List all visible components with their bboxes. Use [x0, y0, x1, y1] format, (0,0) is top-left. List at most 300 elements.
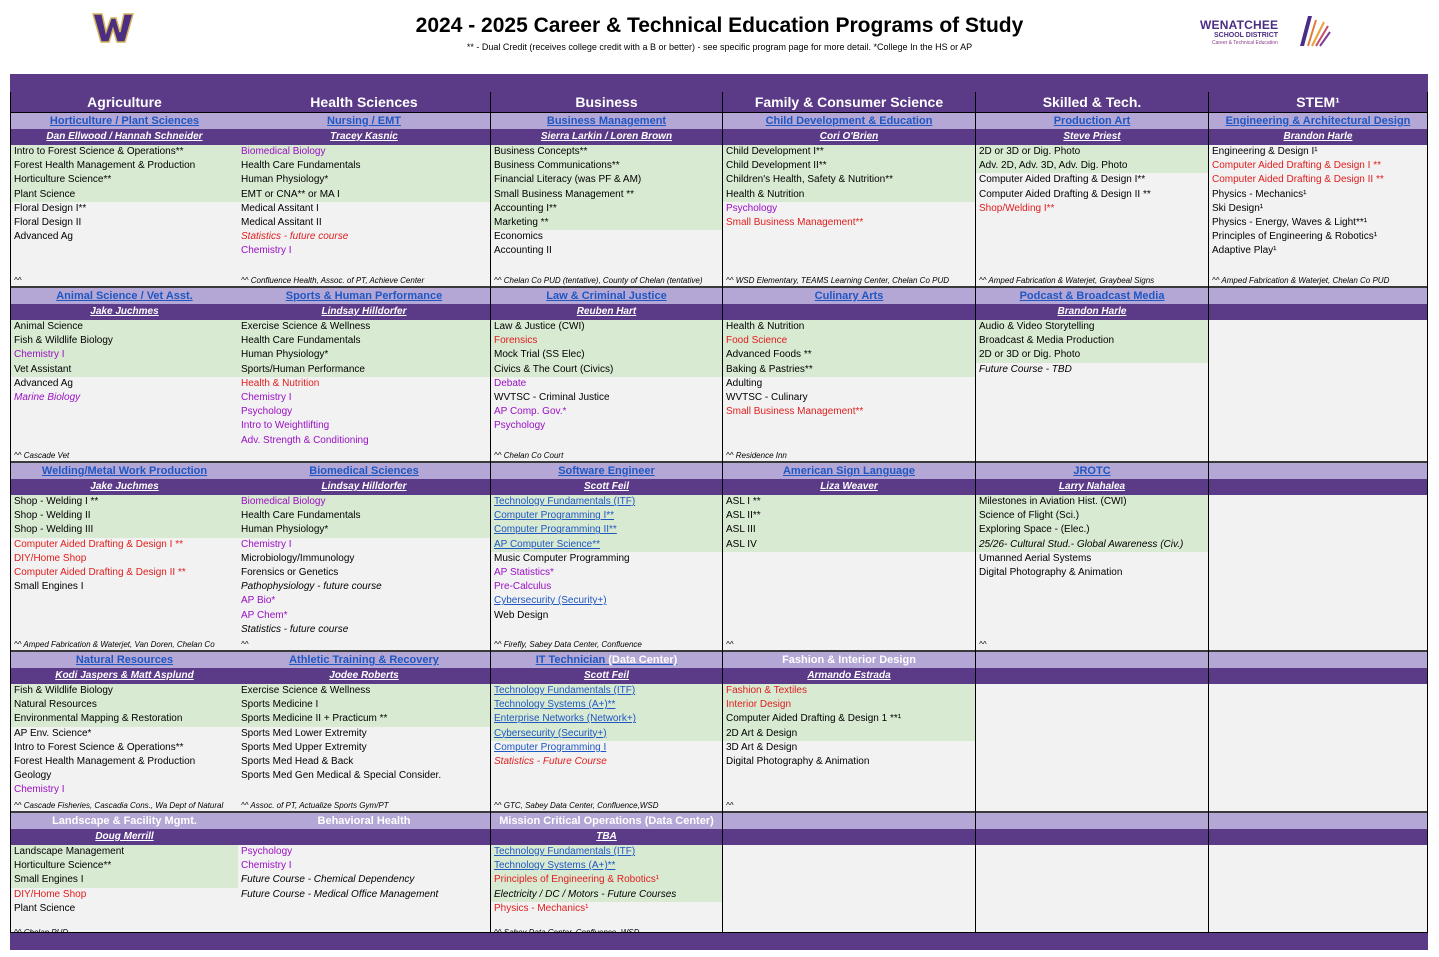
- course-item: Landscape Management: [11, 845, 238, 859]
- course-item: Physics - Energy, Waves & Light**¹: [1212, 216, 1368, 228]
- course-item: EMT or CNA** or MA I: [238, 188, 490, 202]
- course-item: AP Bio*: [241, 595, 276, 607]
- program-block: [1209, 113, 1427, 288]
- course-item: Human Physiology*: [238, 348, 490, 362]
- course-item: AP Statistics*: [494, 566, 554, 578]
- course-item: Computer Aided Drafting & Design II **: [14, 566, 186, 578]
- course-list: [723, 145, 975, 256]
- program-title[interactable]: Software Engineer: [491, 463, 722, 479]
- course-item: Business Communications**: [491, 159, 722, 173]
- teacher-name: [238, 829, 490, 845]
- course-item: Computer Aided Drafting & Design II **: [1212, 174, 1384, 186]
- program-title[interactable]: Biomedical Sciences: [238, 463, 490, 479]
- program-block: [491, 463, 722, 652]
- course-item: Forest Health Management & Production: [14, 755, 196, 767]
- program-block: [491, 288, 722, 463]
- course-list: [976, 495, 1208, 626]
- program-title: [1209, 652, 1427, 668]
- partners-footnote: ^^ Residence Inn: [726, 451, 787, 460]
- teacher-name: Dan Ellwood / Hannah Schneider: [11, 129, 238, 145]
- teacher-name: Steve Priest: [976, 129, 1208, 145]
- program-title[interactable]: American Sign Language: [723, 463, 975, 479]
- teacher-name: Armando Estrada: [723, 668, 975, 684]
- course-list: [976, 845, 1208, 926]
- course-list: [238, 495, 490, 635]
- partners-footnote: ^^ Amped Fabrication & Waterjet, Chelan Co PUD: [1212, 276, 1390, 285]
- program-block: [491, 652, 722, 813]
- course-item: Shop - Welding I **: [11, 495, 238, 509]
- course-list: [491, 495, 722, 626]
- course-item: Chemistry I: [241, 245, 292, 257]
- course-list: [238, 684, 490, 785]
- course-item: Principles of Engineering & Robotics¹: [1212, 231, 1378, 243]
- course-item: Umanned Aerial Systems: [979, 552, 1092, 564]
- course-item: Advanced Ag: [14, 231, 73, 243]
- program-block: [723, 463, 975, 652]
- course-item: Accounting II: [494, 245, 552, 257]
- course-item: Statistics - future course: [241, 623, 349, 635]
- course-item: Vet Assistant: [11, 363, 238, 377]
- course-item: Health Care Fundamentals: [238, 334, 490, 348]
- course-item: Chemistry I: [241, 538, 292, 550]
- course-item: Advanced Foods **: [723, 348, 975, 362]
- course-list: [491, 684, 722, 785]
- program-block: [238, 652, 490, 813]
- course-item: Psychology: [726, 202, 778, 214]
- course-item: Computer Aided Drafting & Design I**: [979, 174, 1146, 186]
- program-title[interactable]: Child Development & Education: [723, 113, 975, 129]
- course-item: Web Design: [494, 609, 549, 621]
- course-item[interactable]: AP Computer Science**: [491, 538, 722, 552]
- course-item: Chemistry I: [11, 348, 238, 362]
- course-item: Children's Health, Safety & Nutrition**: [723, 173, 975, 187]
- course-item: Psychology: [241, 846, 293, 857]
- program-title[interactable]: JROTC: [976, 463, 1208, 479]
- course-item: Psychology: [241, 406, 293, 418]
- course-item: Exploring Space - (Elec.): [976, 523, 1208, 537]
- course-list: [491, 320, 722, 437]
- course-item: Financial Literacy (was PF & AM): [491, 173, 722, 187]
- course-item: Horticulture Science**: [11, 859, 238, 873]
- program-block: [723, 113, 975, 288]
- course-item[interactable]: Technology Fundamentals (ITF): [491, 684, 722, 698]
- program-title[interactable]: Natural Resources: [11, 652, 238, 668]
- course-item: Exercise Science & Wellness: [238, 320, 490, 334]
- course-list: [238, 145, 490, 256]
- teacher-name: [1209, 304, 1427, 320]
- course-item: Computer Aided Drafting & Design 1 **¹: [723, 712, 975, 726]
- course-item: Physics - Mechanics¹: [1212, 188, 1307, 200]
- teacher-name: Sierra Larkin / Loren Brown: [491, 129, 722, 145]
- course-item: Mock Trial (SS Elec): [491, 348, 722, 362]
- course-list: [491, 845, 722, 926]
- course-item[interactable]: Enterprise Networks (Network+): [491, 712, 722, 726]
- column-header: Skilled & Tech.: [976, 92, 1208, 113]
- partners-footnote: ^^ Amped Fabrication & Waterjet, Van Doren, Chelan Co: [14, 640, 215, 649]
- course-item: Interior Design: [723, 698, 975, 712]
- teacher-name: [1209, 479, 1427, 495]
- program-title[interactable]: Business Management: [491, 113, 722, 129]
- course-item[interactable]: Cybersecurity (Security+): [491, 727, 722, 741]
- teacher-name: Jake Juchmes: [11, 479, 238, 495]
- course-item: Music Computer Programming: [494, 552, 630, 564]
- partners-footnote: ^^ Confluence Health, Assoc. of PT, Achieve Center: [241, 276, 425, 285]
- program-block: [976, 288, 1208, 463]
- program-block: [238, 113, 490, 288]
- course-item: Accounting I**: [491, 202, 722, 216]
- teacher-name: Lindsay Hilldorfer: [238, 479, 490, 495]
- program-title[interactable]: Law & Criminal Justice: [491, 288, 722, 304]
- teacher-name: Jake Juchmes: [11, 304, 238, 320]
- program-title[interactable]: Podcast & Broadcast Media: [976, 288, 1208, 304]
- course-item: Human Physiology*: [238, 173, 490, 187]
- course-item[interactable]: Cybersecurity (Security+): [494, 595, 607, 607]
- course-item: Advanced Ag: [14, 377, 73, 389]
- program-title[interactable]: Athletic Training & Recovery: [238, 652, 490, 668]
- course-item: Geology: [14, 770, 52, 782]
- course-item: Statistics - future course: [241, 231, 349, 243]
- teacher-name: Brandon Harle: [1209, 129, 1427, 145]
- course-item: AP Comp. Gov.*: [494, 406, 567, 418]
- course-item: Sports Med Gen Medical & Special Consider.: [241, 770, 442, 782]
- partners-footnote: ^^: [14, 276, 22, 285]
- course-item: Future Course - TBD: [979, 363, 1072, 375]
- program-block: [723, 652, 975, 813]
- course-item: Psychology: [494, 420, 546, 432]
- program-block: [1209, 288, 1427, 463]
- course-item: Shop - Welding III: [11, 523, 238, 537]
- course-item: Sports/Human Performance: [238, 363, 490, 377]
- course-item: Chemistry I: [241, 860, 292, 872]
- course-list: [11, 495, 238, 626]
- course-item: Adv. 2D, Adv. 3D, Adv. Dig. Photo: [976, 159, 1208, 173]
- course-list: [723, 320, 975, 437]
- course-item: Audio & Video Storytelling: [976, 320, 1208, 334]
- course-item: Shop/Welding I**: [979, 202, 1055, 214]
- course-item: Ski Design¹: [1212, 202, 1264, 214]
- course-item: Forest Health Management & Production: [11, 159, 238, 173]
- course-item[interactable]: Technology Systems (A+)**: [491, 698, 722, 712]
- course-item: Chemistry I: [14, 784, 65, 796]
- course-item: Animal Science: [11, 320, 238, 334]
- course-item: Chemistry I: [241, 391, 292, 403]
- column-1: [238, 92, 491, 949]
- program-title: Fashion & Interior Design: [723, 652, 975, 668]
- partners-footnote: ^^ Chelan Co Court: [494, 451, 564, 460]
- course-item: Forensics: [491, 334, 722, 348]
- course-item: WVTSC - Criminal Justice: [494, 391, 610, 403]
- course-list: [1209, 145, 1427, 256]
- page-subtitle: ** - Dual Credit (receives college credit with a B or better) - see specific program page for more detail. *College In the HS or AP: [466, 42, 973, 52]
- course-item: Health & Nutrition: [241, 377, 320, 389]
- course-item: Plant Science: [11, 188, 238, 202]
- top-band: [10, 74, 1428, 92]
- program-block: [238, 463, 490, 652]
- teacher-name: TBA: [491, 829, 722, 845]
- teacher-name: [723, 829, 975, 845]
- course-item: Health & Nutrition: [723, 320, 975, 334]
- program-title[interactable]: Nursing / EMT: [238, 113, 490, 129]
- teacher-name: [1209, 668, 1427, 684]
- course-item: Computer Aided Drafting & Design II **: [979, 188, 1151, 200]
- course-item: Child Development I**: [723, 145, 975, 159]
- program-title: [1209, 813, 1427, 829]
- course-item: Pathophysiology - future course: [241, 581, 382, 593]
- course-item: Computer Aided Drafting & Design I **: [14, 538, 183, 550]
- course-item: Digital Photography & Animation: [726, 755, 870, 767]
- partners-footnote: ^^ Firefly, Sabey Data Center, Confluence: [494, 640, 642, 649]
- program-block: [491, 813, 722, 940]
- column-2: [491, 92, 723, 949]
- bottom-band: [10, 932, 1428, 950]
- course-item[interactable]: Computer Programming II**: [491, 523, 722, 537]
- course-item[interactable]: Technology Fundamentals (ITF): [491, 495, 722, 509]
- course-item: ASL III: [723, 523, 975, 537]
- course-item: Horticulture Science**: [11, 173, 238, 187]
- course-item: Health Care Fundamentals: [238, 159, 490, 173]
- column-3: [723, 92, 976, 949]
- program-title[interactable]: Horticulture / Plant Sciences: [11, 113, 238, 129]
- course-item: Health & Nutrition: [723, 188, 975, 202]
- partners-footnote: ^^: [726, 640, 734, 649]
- course-item: Computer Aided Drafting & Design I **: [1212, 160, 1381, 172]
- course-item: Marketing **: [491, 216, 722, 230]
- teacher-name: Reuben Hart: [491, 304, 722, 320]
- course-item: Fish & Wildlife Biology: [11, 684, 238, 698]
- program-block: [238, 288, 490, 463]
- program-block: [11, 113, 238, 288]
- column-5: [1209, 92, 1428, 949]
- course-item: Sports Med Head & Back: [241, 755, 354, 767]
- program-block: [491, 113, 722, 288]
- program-block: [11, 652, 238, 813]
- program-title: [1209, 288, 1427, 304]
- teacher-name: Lindsay Hilldorfer: [238, 304, 490, 320]
- teacher-name: Doug Merrill: [11, 829, 238, 845]
- teacher-name: Liza Weaver: [723, 479, 975, 495]
- course-item: Floral Design I**: [14, 202, 87, 214]
- partners-footnote: ^^ Cascade Vet: [14, 451, 70, 460]
- course-list: [11, 845, 238, 926]
- course-item: 3D Art & Design: [726, 741, 798, 753]
- program-title: [1209, 463, 1427, 479]
- program-title[interactable]: Production Art: [976, 113, 1208, 129]
- course-item: Shop - Welding II: [11, 509, 238, 523]
- course-item: Pre-Calculus: [494, 581, 552, 593]
- course-item: Health Care Fundamentals: [238, 509, 490, 523]
- column-header: STEM¹: [1209, 92, 1427, 113]
- partners-footnote: ^^ WSD Elementary, TEAMS Learning Center, Chelan Co PUD: [726, 276, 949, 285]
- program-title[interactable]: Engineering & Architectural Design: [1209, 113, 1427, 129]
- course-list: [1209, 684, 1427, 785]
- course-item: Civics & The Court (Civics): [491, 363, 722, 377]
- partners-footnote: ^^: [726, 801, 734, 810]
- course-item: 2D or 3D or Dig. Photo: [976, 348, 1208, 362]
- course-item: Intro to Forest Science & Operations**: [11, 145, 238, 159]
- program-block: [11, 463, 238, 652]
- program-block: [1209, 463, 1427, 652]
- course-item: DIY/Home Shop: [14, 552, 87, 564]
- program-title[interactable]: Welding/Metal Work Production: [11, 463, 238, 479]
- column-header: Family & Consumer Science: [723, 92, 975, 113]
- course-item: Digital Photography & Animation: [979, 566, 1123, 578]
- program-title[interactable]: IT Technician (Data Center): [491, 652, 722, 668]
- teacher-name: Scott Feil: [491, 479, 722, 495]
- course-item: ASL IV: [723, 538, 975, 552]
- program-title[interactable]: Animal Science / Vet Asst.: [11, 288, 238, 304]
- course-list: [11, 684, 238, 796]
- program-title: Mission Critical Operations (Data Center): [491, 813, 722, 829]
- course-item: Fish & Wildlife Biology: [11, 334, 238, 348]
- course-list: [491, 145, 722, 256]
- course-item: 2D or 3D or Dig. Photo: [976, 145, 1208, 159]
- course-item: Small Engines I: [11, 873, 238, 887]
- course-item[interactable]: Computer Programming I: [494, 741, 607, 753]
- course-list: [976, 320, 1208, 437]
- course-item: Sports Med Lower Extremity: [241, 727, 367, 739]
- course-list: [1209, 495, 1427, 626]
- teacher-name: [976, 668, 1208, 684]
- course-list: [723, 684, 975, 785]
- course-item: 25/26- Cultural Stud.- Global Awareness (Civ.): [976, 538, 1208, 552]
- column-header: Agriculture: [11, 92, 238, 113]
- course-item[interactable]: Computer Programming I**: [491, 509, 722, 523]
- course-list: [1209, 845, 1427, 926]
- course-item: Intro to Forest Science & Operations**: [14, 741, 184, 753]
- course-list: [238, 320, 490, 446]
- course-item: Small Engines I: [14, 581, 84, 593]
- course-item[interactable]: Technology Systems (A+)**: [491, 859, 722, 873]
- course-item: Broadcast & Media Production: [976, 334, 1208, 348]
- course-item: Milestones in Aviation Hist. (CWI): [976, 495, 1208, 509]
- course-item: Environmental Mapping & Restoration: [11, 712, 238, 726]
- course-item: Future Course - Medical Office Management: [241, 888, 439, 900]
- teacher-name: [976, 829, 1208, 845]
- program-title: [723, 813, 975, 829]
- course-item: Sports Med Upper Extremity: [241, 741, 367, 753]
- program-block: [11, 813, 238, 940]
- partners-footnote: ^^ Chelan Co PUD (tentative), County of Chelan (tentative): [494, 276, 703, 285]
- partners-footnote: ^^: [241, 640, 249, 649]
- column-header: Health Sciences: [238, 92, 490, 113]
- course-item: Marine Biology: [14, 391, 81, 403]
- program-block: [976, 813, 1208, 940]
- program-block: [723, 813, 975, 940]
- course-item: Small Business Management **: [491, 188, 722, 202]
- course-item: ASL I **: [723, 495, 975, 509]
- course-item: Child Development II**: [723, 159, 975, 173]
- course-item: Law & Justice (CWI): [491, 320, 722, 334]
- course-item: Food Science: [723, 334, 975, 348]
- course-item: Economics: [494, 231, 543, 243]
- course-list: [976, 684, 1208, 785]
- course-item: ASL II**: [723, 509, 975, 523]
- column-0: [10, 92, 239, 949]
- course-item: AP Env. Science*: [14, 727, 92, 739]
- course-item: WVTSC - Culinary: [726, 391, 808, 403]
- course-item: Statistics - Future Course: [494, 755, 607, 767]
- district-logo: WENATCHEE SCHOOL DISTRICT Career & Technical Education: [1198, 12, 1338, 48]
- teacher-name: [723, 304, 975, 320]
- course-item: Intro to Weightlifting: [241, 420, 330, 432]
- course-item: Sports Medicine I: [238, 698, 490, 712]
- teacher-name: Kodi Jaspers & Matt Asplund: [11, 668, 238, 684]
- teacher-name: Brandon Harle: [976, 304, 1208, 320]
- course-item: Floral Design II: [14, 216, 82, 228]
- course-list: [723, 495, 975, 626]
- page-title: 2024 - 2025 Career & Technical Education Programs of Study: [415, 14, 1024, 37]
- course-item: Electricity / DC / Motors - Future Courses: [491, 888, 722, 902]
- course-item: Business Concepts**: [491, 145, 722, 159]
- course-item: Medical Assitant I: [241, 202, 319, 214]
- program-title: [976, 652, 1208, 668]
- course-item: Physics - Mechanics¹: [494, 902, 589, 914]
- program-block: [1209, 652, 1427, 813]
- course-item[interactable]: Technology Fundamentals (ITF): [491, 845, 722, 859]
- partners-footnote: ^^ Assoc. of PT, Actualize Sports Gym/PT: [241, 801, 389, 810]
- course-item: Small Business Management**: [726, 216, 864, 228]
- course-list: [238, 845, 490, 926]
- course-item: Engineering & Design I¹: [1212, 146, 1318, 157]
- teacher-name: Larry Nahalea: [976, 479, 1208, 495]
- program-block: [11, 288, 238, 463]
- program-title: [976, 813, 1208, 829]
- partners-footnote: ^^: [979, 640, 987, 649]
- column-header: Business: [491, 92, 722, 113]
- program-block: [238, 813, 490, 940]
- course-item: Human Physiology*: [238, 523, 490, 537]
- course-item: Future Course - Chemical Dependency: [241, 874, 415, 886]
- teacher-name: Tracey Kasnic: [238, 129, 490, 145]
- course-item: Small Business Management**: [726, 406, 864, 418]
- program-block: [1209, 813, 1427, 940]
- course-list: [723, 845, 975, 926]
- teacher-name: Jodee Roberts: [238, 668, 490, 684]
- program-block: [976, 113, 1208, 288]
- course-item: Natural Resources: [11, 698, 238, 712]
- course-item: Biomedical Biology: [238, 495, 490, 509]
- course-item: Principles of Engineering & Robotics¹: [491, 873, 722, 887]
- course-list: [11, 320, 238, 437]
- course-item: Microbiology/Immunology: [241, 552, 355, 564]
- program-title[interactable]: Culinary Arts: [723, 288, 975, 304]
- program-title[interactable]: Sports & Human Performance: [238, 288, 490, 304]
- course-item: Adulting: [726, 377, 763, 389]
- program-title: Behavioral Health: [238, 813, 490, 829]
- course-item: Debate: [494, 377, 527, 389]
- course-item: Medical Assitant II: [241, 216, 322, 228]
- course-item: Science of Flight (Sci.): [976, 509, 1208, 523]
- program-block: [723, 288, 975, 463]
- column-4: [976, 92, 1209, 949]
- course-item: DIY/Home Shop: [14, 888, 87, 900]
- program-block: [976, 463, 1208, 652]
- partners-footnote: ^^ Cascade Fisheries, Cascadia Cons., Wa Dept of Natural: [14, 801, 224, 810]
- course-item: Adaptive Play¹: [1212, 245, 1277, 257]
- course-item: 2D Art & Design: [723, 727, 975, 741]
- course-item: Exercise Science & Wellness: [238, 684, 490, 698]
- course-item: Forensics or Genetics: [241, 566, 339, 578]
- course-list: [1209, 320, 1427, 437]
- partners-footnote: ^^ GTC, Sabey Data Center, Confluence,WSD: [494, 801, 659, 810]
- partners-footnote: ^^ Amped Fabrication & Waterjet, Graybeal Signs: [979, 276, 1155, 285]
- course-item: Sports Medicine II + Practicum **: [238, 712, 490, 726]
- teacher-name: Cori O'Brien: [723, 129, 975, 145]
- course-list: [11, 145, 238, 256]
- program-title: Landscape & Facility Mgmt.: [11, 813, 238, 829]
- course-list: [976, 145, 1208, 256]
- course-item: Fashion & Textiles: [723, 684, 975, 698]
